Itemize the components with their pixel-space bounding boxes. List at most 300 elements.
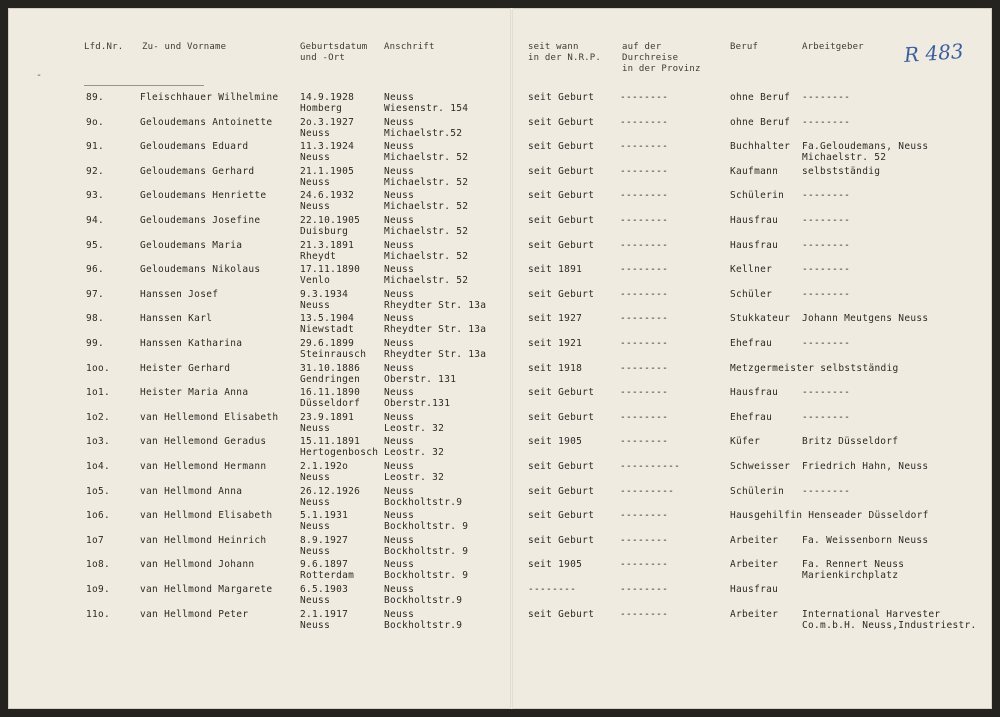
row-name-name: Hanssen Katharina: [140, 338, 243, 349]
row-address-street: Leostr. 32: [384, 447, 445, 459]
row-address-street: Leostr. 32: [384, 422, 445, 434]
row-since-since: seit Geburt: [528, 165, 595, 177]
row-birth: [300, 92, 354, 114]
row-address: [384, 117, 462, 139]
row-employer-emp1: Fa. Weissenborn Neuss: [802, 534, 929, 546]
row-birth: [300, 412, 354, 434]
header-transit: auf der Durchreise in der Provinz: [622, 42, 701, 74]
row-since: [528, 461, 594, 472]
row-birth-place: Niewstadt: [300, 324, 355, 336]
row-birth: [300, 215, 360, 237]
table-row: [8, 166, 992, 190]
header-nr: Lfd.Nr.: [84, 42, 124, 52]
header-underline: [84, 85, 204, 86]
row-birth-place: Venlo: [300, 275, 331, 287]
row-employer: [802, 289, 850, 300]
row-address-street: Rheydter Str. 13a: [384, 349, 487, 360]
row-transit: [620, 535, 668, 546]
row-address-street: Bockholtstr.9: [384, 496, 463, 508]
row-birth-place: Neuss: [300, 299, 331, 311]
row-since: [528, 166, 594, 177]
row-address-street: Leostr. 32: [384, 472, 445, 483]
row-address-street: Bockholtstr.9: [384, 595, 463, 606]
row-name: [140, 584, 272, 595]
row-address: [384, 461, 444, 483]
row-address: [384, 92, 468, 114]
row-transit-transit: --------: [620, 534, 669, 546]
row-name: [140, 486, 242, 497]
row-transit-transit: --------: [620, 559, 669, 571]
row-employer: [802, 436, 898, 447]
row-job: [730, 190, 784, 201]
row-name: [140, 412, 278, 423]
row-name: [140, 436, 266, 447]
row-job: [730, 92, 790, 103]
table-row: [8, 412, 992, 436]
row-name: [140, 289, 218, 300]
row-employer-emp2: Michaelstr. 52: [802, 152, 887, 164]
row-employer-emp1: --------: [802, 190, 851, 202]
row-since: [528, 264, 582, 275]
row-since-since: seit Geburt: [528, 190, 595, 202]
row-employer: [802, 486, 850, 497]
row-transit: [620, 117, 668, 128]
row-nr-nr: 96.: [86, 264, 105, 276]
row-employer-emp1: --------: [802, 215, 851, 226]
row-address-city: Neuss: [384, 534, 415, 546]
row-address-street: Bockholtstr. 9: [384, 570, 469, 582]
row-nr: [86, 92, 104, 103]
row-birth-place: Neuss: [300, 127, 331, 139]
row-transit: [620, 141, 668, 152]
row-job-job: ohne Beruf: [730, 92, 791, 103]
row-name-name: Geloudemans Maria: [140, 239, 243, 251]
row-address-city: Neuss: [384, 485, 415, 497]
row-transit: [620, 264, 668, 275]
row-birth-place: Neuss: [300, 545, 331, 557]
row-since-since: seit 1905: [528, 436, 583, 448]
row-address-city: Neuss: [384, 436, 415, 448]
row-employer-emp1: --------: [802, 387, 851, 399]
row-birth: [300, 117, 354, 139]
row-job: [730, 559, 778, 570]
row-job-job: Kellner: [730, 264, 773, 276]
row-address-city: Neuss: [384, 313, 415, 325]
row-nr: [86, 190, 104, 201]
row-job: [730, 510, 929, 521]
row-birth-date: 16.11.1890: [300, 387, 361, 399]
row-job-job: Hausfrau: [730, 584, 779, 595]
row-transit: [620, 363, 668, 374]
row-since-since: seit Geburt: [528, 461, 595, 472]
row-address-street: Michaelstr. 52: [384, 250, 469, 262]
row-address-city: Neuss: [384, 338, 415, 349]
row-birth-place: Rheydt: [300, 250, 337, 262]
row-address-street: Bockholtstr.9: [384, 619, 463, 631]
row-job: [730, 289, 772, 300]
row-birth-date: 15.11.1891: [300, 436, 361, 448]
row-transit: [620, 289, 668, 300]
row-address: [384, 584, 462, 606]
row-job: [730, 535, 778, 546]
row-employer: [802, 240, 850, 251]
table-row: [8, 436, 992, 460]
row-address: [384, 510, 468, 532]
row-name: [140, 338, 242, 349]
row-name-name: van Hellmond Heinrich: [140, 534, 267, 546]
row-nr-nr: 89.: [86, 92, 105, 103]
row-nr: [86, 117, 104, 128]
row-name-name: van Hellemond Geradus: [140, 436, 267, 448]
row-address-city: Neuss: [384, 461, 415, 472]
row-birth-place: Hertogenbosch: [300, 447, 379, 459]
row-nr: [86, 486, 110, 497]
row-employer-emp1: International Harvester: [802, 608, 941, 620]
row-nr-nr: 1o2.: [86, 411, 111, 423]
row-name: [140, 264, 260, 275]
row-birth: [300, 264, 360, 286]
row-name: [140, 240, 242, 251]
row-name: [140, 609, 248, 620]
row-name-name: van Hellmond Johann: [140, 559, 255, 571]
row-name: [140, 166, 254, 177]
row-employer: [802, 313, 928, 324]
row-transit: [620, 313, 668, 324]
row-transit-transit: --------: [620, 215, 669, 226]
row-employer-emp1: --------: [802, 338, 851, 349]
row-name-name: Geloudemans Josefine: [140, 215, 261, 226]
row-birth-place: Neuss: [300, 176, 331, 188]
row-nr: [86, 313, 104, 324]
row-birth: [300, 510, 348, 532]
table-row: [8, 363, 992, 387]
row-birth-date: 21.3.1891: [300, 239, 355, 251]
row-address: [384, 559, 468, 581]
row-address-street: Michaelstr. 52: [384, 176, 469, 188]
row-transit-transit: --------: [620, 165, 669, 177]
row-since-since: seit Geburt: [528, 92, 595, 103]
row-job: [730, 363, 899, 374]
row-nr: [86, 412, 110, 423]
row-transit-transit: --------: [620, 141, 669, 153]
table-row: [8, 240, 992, 264]
row-birth-place: Neuss: [300, 619, 331, 631]
row-address-street: Bockholtstr. 9: [384, 545, 469, 557]
row-employer: [802, 609, 977, 631]
row-birth-place: Neuss: [300, 595, 331, 606]
row-nr: [86, 215, 104, 226]
row-name-name: Geloudemans Gerhard: [140, 165, 255, 177]
row-employer-emp1: --------: [802, 239, 851, 251]
row-nr-nr: 92.: [86, 165, 105, 177]
row-address-city: Neuss: [384, 608, 415, 620]
row-address-city: Neuss: [384, 387, 415, 399]
table-row: [8, 461, 992, 485]
row-address-city: Neuss: [384, 239, 415, 251]
row-since-since: seit 1921: [528, 338, 583, 349]
row-job-job: Arbeiter: [730, 534, 779, 546]
header-address: Anschrift: [384, 42, 435, 52]
row-address-street: Michaelstr. 52: [384, 201, 469, 213]
row-job-job: Arbeiter: [730, 608, 779, 620]
row-job-job: Kaufmann: [730, 165, 779, 177]
row-address: [384, 609, 462, 631]
row-since: [528, 141, 594, 152]
row-transit: [620, 166, 668, 177]
row-job: [730, 436, 760, 447]
row-birth: [300, 387, 360, 409]
row-name-name: Hanssen Josef: [140, 288, 219, 300]
row-transit-transit: --------: [620, 608, 669, 620]
row-since-since: seit 1891: [528, 264, 583, 276]
row-nr: [86, 264, 104, 275]
row-address-city: Neuss: [384, 215, 415, 226]
row-transit: [620, 387, 668, 398]
row-address-street: Rheydter Str. 13a: [384, 299, 487, 311]
row-nr: [86, 141, 104, 152]
row-since-since: seit Geburt: [528, 411, 595, 423]
row-employer-emp1: --------: [802, 92, 851, 103]
row-nr-nr: 99.: [86, 338, 105, 349]
table-row: [8, 289, 992, 313]
row-birth-date: 9.6.1897: [300, 559, 349, 571]
row-nr: [86, 510, 110, 521]
row-nr: [86, 461, 110, 472]
row-birth-date: 9.3.1934: [300, 288, 349, 300]
row-transit-transit: --------: [620, 288, 669, 300]
row-employer-emp1: --------: [802, 264, 851, 276]
row-job: [730, 215, 778, 226]
row-nr: [86, 609, 110, 620]
row-nr: [86, 584, 110, 595]
row-since: [528, 609, 594, 620]
header-since: seit wann in der N.R.P.: [528, 42, 602, 63]
row-birth-date: 14.9.1928: [300, 92, 355, 103]
row-nr: [86, 535, 104, 546]
row-nr-nr: 1o5.: [86, 485, 111, 497]
row-birth-date: 8.9.1927: [300, 534, 349, 546]
header-birth: Geburtsdatum und -Ort: [300, 42, 368, 63]
row-transit: [620, 584, 668, 595]
row-since-since: --------: [528, 584, 577, 595]
row-employer-emp1: Friedrich Hahn, Neuss: [802, 461, 929, 472]
row-job-job: Hausfrau: [730, 215, 779, 226]
row-address: [384, 486, 462, 508]
row-employer-emp1: --------: [802, 485, 851, 497]
row-job: [730, 486, 784, 497]
row-job-job: ohne Beruf: [730, 116, 791, 128]
row-transit: [620, 461, 680, 472]
row-employer: [802, 117, 850, 128]
row-nr-nr: 1o1.: [86, 387, 111, 399]
row-address: [384, 141, 468, 163]
row-transit-transit: --------: [620, 338, 669, 349]
row-nr-nr: 94.: [86, 215, 105, 226]
table-row: [8, 117, 992, 141]
row-name: [140, 461, 266, 472]
row-name-name: Heister Gerhard: [140, 362, 231, 374]
row-birth-place: Neuss: [300, 152, 331, 164]
table-row: [8, 141, 992, 165]
row-name-name: Geloudemans Antoinette: [140, 116, 273, 128]
row-transit: [620, 92, 668, 103]
row-nr: [86, 240, 104, 251]
row-employer-emp1: Johann Meutgens Neuss: [802, 313, 929, 325]
row-name: [140, 92, 278, 103]
row-since: [528, 117, 594, 128]
row-job-job: Hausfrau: [730, 387, 779, 399]
row-nr-nr: 91.: [86, 141, 105, 153]
row-employer-emp1: Fa.Geloudemans, Neuss: [802, 141, 929, 153]
row-employer: [802, 338, 850, 349]
table-row: [8, 190, 992, 214]
row-employer: [802, 387, 850, 398]
row-transit: [620, 486, 674, 497]
row-name-name: Geloudemans Eduard: [140, 141, 249, 153]
row-birth-place: Steinrausch: [300, 349, 367, 360]
row-job-job: Küfer: [730, 436, 761, 448]
row-birth-date: 5.1.1931: [300, 510, 349, 522]
row-since: [528, 412, 594, 423]
row-birth-place: Homberg: [300, 103, 343, 114]
row-address: [384, 363, 456, 385]
row-address: [384, 240, 468, 262]
row-transit-transit: ---------: [620, 485, 675, 497]
row-birth-place: Duisburg: [300, 226, 349, 237]
row-nr-nr: 1o6.: [86, 510, 111, 522]
row-address-street: Michaelstr.52: [384, 127, 463, 139]
row-birth: [300, 190, 354, 212]
row-address: [384, 535, 468, 557]
row-birth: [300, 559, 354, 581]
row-name-name: Heister Maria Anna: [140, 387, 249, 399]
row-job-job: Buchhalter: [730, 141, 791, 153]
row-transit: [620, 436, 668, 447]
row-job-job: Ehefrau: [730, 411, 773, 423]
row-employer-emp2: Co.m.b.H. Neuss,Industriestr.: [802, 619, 977, 631]
row-address-city: Neuss: [384, 510, 415, 522]
row-birth-date: 22.10.1905: [300, 215, 361, 226]
row-employer: [802, 535, 928, 546]
row-birth-date: 17.11.1890: [300, 264, 361, 276]
row-since: [528, 535, 594, 546]
row-nr-nr: 1o8.: [86, 559, 111, 571]
row-name: [140, 313, 212, 324]
row-transit-transit: --------: [620, 190, 669, 202]
row-nr-nr: 1o9.: [86, 584, 111, 595]
row-address-street: Michaelstr. 52: [384, 226, 469, 237]
row-address-city: Neuss: [384, 411, 415, 423]
row-transit-transit: --------: [620, 116, 669, 128]
row-nr-nr: 97.: [86, 288, 105, 300]
row-job-job: Metzgermeister selbstständig: [730, 362, 899, 374]
row-name-name: van Hellemond Hermann: [140, 461, 267, 472]
row-nr-nr: 95.: [86, 239, 105, 251]
row-since: [528, 486, 594, 497]
row-birth-date: 6.5.1903: [300, 584, 349, 595]
row-job: [730, 584, 778, 595]
row-since: [528, 363, 582, 374]
row-address: [384, 264, 468, 286]
row-birth-place: Neuss: [300, 472, 331, 483]
row-since: [528, 289, 594, 300]
row-birth: [300, 289, 348, 311]
row-birth: [300, 461, 348, 483]
row-name: [140, 387, 248, 398]
row-birth: [300, 313, 354, 335]
row-nr-nr: 9o.: [86, 116, 105, 128]
row-birth: [300, 363, 360, 385]
row-name-name: Fleischhauer Wilhelmine: [140, 92, 279, 103]
row-job-job: Arbeiter: [730, 559, 779, 571]
row-transit-transit: --------: [620, 510, 669, 522]
row-job: [730, 412, 772, 423]
row-since-since: seit 1905: [528, 559, 583, 571]
row-birth-date: 24.6.1932: [300, 190, 355, 202]
row-job-job: Schweisser: [730, 461, 791, 472]
row-transit-transit: --------: [620, 362, 669, 374]
row-name: [140, 117, 272, 128]
row-transit-transit: --------: [620, 264, 669, 276]
row-since: [528, 215, 594, 226]
row-address-city: Neuss: [384, 116, 415, 128]
row-job-job: Hausgehilfin Henseader Düsseldorf: [730, 510, 929, 522]
row-address-city: Neuss: [384, 141, 415, 153]
row-job-job: Hausfrau: [730, 239, 779, 251]
row-address-street: Oberstr.131: [384, 398, 451, 410]
row-since: [528, 92, 594, 103]
row-since: [528, 387, 594, 398]
row-transit-transit: --------: [620, 313, 669, 325]
row-address: [384, 436, 444, 458]
row-employer: [802, 461, 928, 472]
row-transit-transit: --------: [620, 584, 669, 595]
row-employer: [802, 92, 850, 103]
row-transit: [620, 510, 668, 521]
row-transit: [620, 240, 668, 251]
row-birth: [300, 240, 354, 262]
row-job: [730, 166, 778, 177]
row-address: [384, 313, 486, 335]
row-birth-date: 29.6.1899: [300, 338, 355, 349]
row-employer-emp1: selbstständig: [802, 165, 881, 177]
row-address-street: Bockholtstr. 9: [384, 521, 469, 533]
row-since: [528, 190, 594, 201]
margin-mark: -: [36, 70, 43, 81]
table-row: [8, 609, 992, 633]
row-transit-transit: --------: [620, 92, 669, 103]
row-name-name: van Hellmond Margarete: [140, 584, 273, 595]
row-since-since: seit Geburt: [528, 239, 595, 251]
row-job: [730, 313, 790, 324]
row-address-city: Neuss: [384, 288, 415, 300]
row-job: [730, 240, 778, 251]
table-row: [8, 535, 992, 559]
row-transit: [620, 190, 668, 201]
row-name: [140, 559, 254, 570]
row-employer-emp1: Britz Düsseldorf: [802, 436, 899, 448]
row-since-since: seit Geburt: [528, 215, 595, 226]
row-name: [140, 510, 272, 521]
row-job-job: Schülerin: [730, 190, 785, 202]
row-nr: [86, 436, 110, 447]
row-birth-place: Neuss: [300, 201, 331, 213]
row-name: [140, 535, 266, 546]
row-job: [730, 387, 778, 398]
row-employer: [802, 166, 880, 177]
row-birth-date: 2.1.192o: [300, 461, 349, 472]
row-job-job: Stukkateur: [730, 313, 791, 325]
